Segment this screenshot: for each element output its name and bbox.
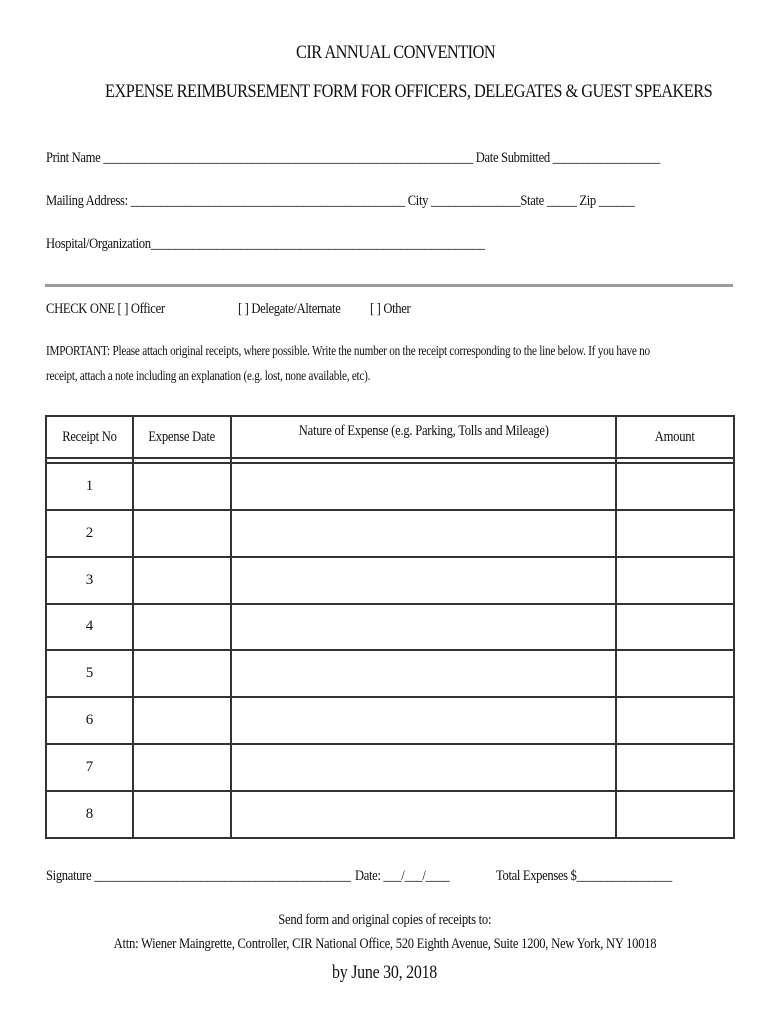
nature-cell[interactable] (231, 463, 616, 510)
table-row (46, 650, 734, 697)
header-amount: Amount (616, 416, 734, 458)
hospital-field[interactable]: Hospital/Organization________________________________________________________ (46, 236, 485, 252)
check-delegate[interactable]: [ ] Delegate/Alternate (238, 301, 341, 317)
receipt-no-cell: 8 (46, 791, 133, 838)
table-row (46, 463, 734, 510)
signature-date-field[interactable]: Date: ___/___/____ (355, 868, 450, 884)
receipt-no-cell: 4 (46, 604, 133, 651)
amount-cell[interactable] (616, 744, 734, 791)
section-divider (45, 284, 733, 287)
nature-cell[interactable] (231, 557, 616, 604)
amount-cell[interactable] (616, 697, 734, 744)
expense-date-cell[interactable] (133, 744, 231, 791)
receipt-no-cell: 1 (46, 463, 133, 510)
expense-date-cell[interactable] (133, 650, 231, 697)
expense-date-cell[interactable] (133, 697, 231, 744)
print-name-field[interactable]: Print Name ______________________________________________________________ Date Submitted __________________ (46, 150, 660, 166)
amount-cell[interactable] (616, 557, 734, 604)
table-row (46, 791, 734, 838)
amount-cell[interactable] (616, 604, 734, 651)
table-row (46, 744, 734, 791)
check-other[interactable]: [ ] Other (370, 301, 411, 317)
table-row (46, 510, 734, 557)
mailing-address-field[interactable]: Mailing Address: ______________________________________________ City _______________State _____ Zip ______ (46, 193, 635, 209)
header-expense-date: Expense Date (133, 416, 231, 458)
amount-cell[interactable] (616, 463, 734, 510)
receipt-no-cell: 5 (46, 650, 133, 697)
table-row (46, 557, 734, 604)
signature-field[interactable]: Signature ___________________________________________ (46, 868, 351, 884)
expense-date-cell[interactable] (133, 604, 231, 651)
check-officer[interactable]: CHECK ONE [ ] Officer (46, 301, 165, 317)
amount-cell[interactable] (616, 510, 734, 557)
important-line-2: receipt, attach a note including an explanation (e.g. lost, none available, etc). (46, 369, 371, 384)
nature-cell[interactable] (231, 510, 616, 557)
amount-cell[interactable] (616, 791, 734, 838)
header-nature-of-expense: Nature of Expense (e.g. Parking, Tolls and Mileage) (231, 416, 616, 458)
table-row (46, 604, 734, 651)
receipt-no-cell: 7 (46, 744, 133, 791)
expense-date-cell[interactable] (133, 510, 231, 557)
footer-send-to: Send form and original copies of receipts to: (278, 912, 492, 928)
nature-cell[interactable] (231, 604, 616, 651)
nature-cell[interactable] (231, 697, 616, 744)
nature-cell[interactable] (231, 791, 616, 838)
header-receipt-no: Receipt No (46, 416, 133, 458)
expense-date-cell[interactable] (133, 463, 231, 510)
receipt-no-cell: 6 (46, 697, 133, 744)
nature-cell[interactable] (231, 650, 616, 697)
nature-cell[interactable] (231, 744, 616, 791)
total-expenses-field[interactable]: Total Expenses $________________ (496, 868, 672, 884)
expense-date-cell[interactable] (133, 557, 231, 604)
amount-cell[interactable] (616, 650, 734, 697)
footer-address: Attn: Wiener Maingrette, Controller, CIR National Office, 520 Eighth Avenue, Suite 1200, New York, NY 10018 (113, 936, 657, 952)
form-subtitle: EXPENSE REIMBURSEMENT FORM FOR OFFICERS, DELEGATES & GUEST SPEAKERS (105, 81, 713, 102)
receipt-no-cell: 3 (46, 557, 133, 604)
important-line-1: IMPORTANT: Please attach original receipts, where possible. Write the number on the receipt corresponding to the line below. If you have no (46, 344, 650, 359)
receipt-no-cell: 2 (46, 510, 133, 557)
form-title: CIR ANNUAL CONVENTION (296, 42, 496, 63)
expense-table (45, 415, 735, 839)
footer-deadline: by June 30, 2018 (332, 962, 438, 983)
table-row (46, 697, 734, 744)
expense-date-cell[interactable] (133, 791, 231, 838)
